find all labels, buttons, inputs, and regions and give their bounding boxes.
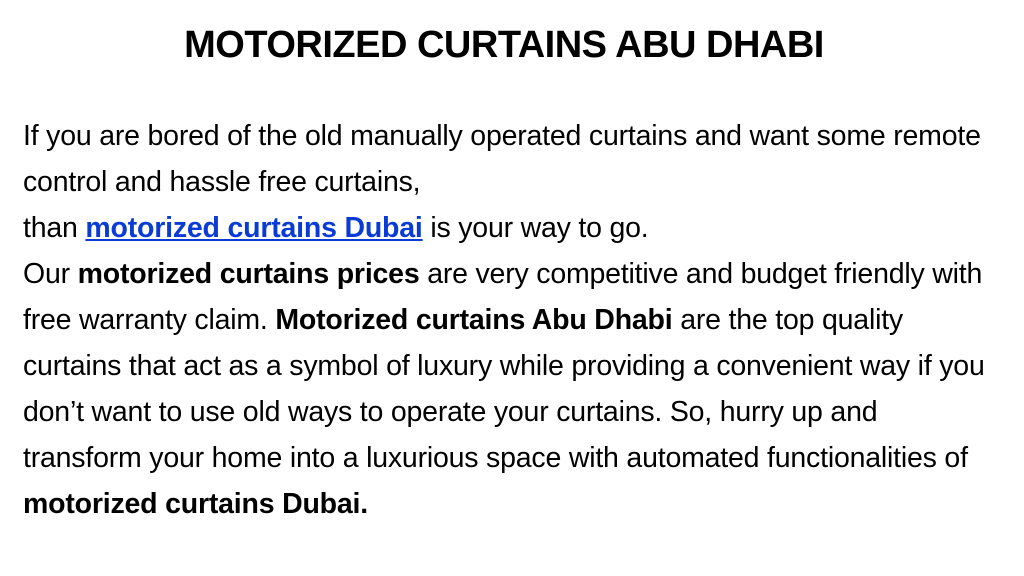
details-paragraph xyxy=(23,251,998,527)
intro-paragraph xyxy=(23,113,998,251)
article-body xyxy=(23,113,998,527)
intro-text-than: than xyxy=(23,212,86,244)
page-title: MOTORIZED CURTAINS ABU DHABI xyxy=(184,24,824,66)
abu-dhabi-bold: Motorized curtains Abu Dhabi xyxy=(275,304,673,336)
prices-bold: motorized curtains prices xyxy=(77,258,420,290)
details-text-continued: are the top quality curtains that act as a symbol of luxury while providing a convenient way if you don’t want to use old ways to operate your curtains. So, hurry up and transform your home into a luxurious space with automated functionalities of xyxy=(23,304,985,474)
dubai-bold: motorized curtains Dubai. xyxy=(23,488,368,520)
details-text-our: Our xyxy=(23,258,78,290)
intro-text: If you are bored of the old manually operated curtains and want some remote control and hassle free curtains, xyxy=(23,120,981,198)
motorized-curtains-dubai-link[interactable]: motorized curtains Dubai xyxy=(85,212,423,244)
details-text: are very competitive and budget friendly with free warranty claim. xyxy=(23,258,983,336)
intro-text-end: is your way to go. xyxy=(422,212,649,244)
